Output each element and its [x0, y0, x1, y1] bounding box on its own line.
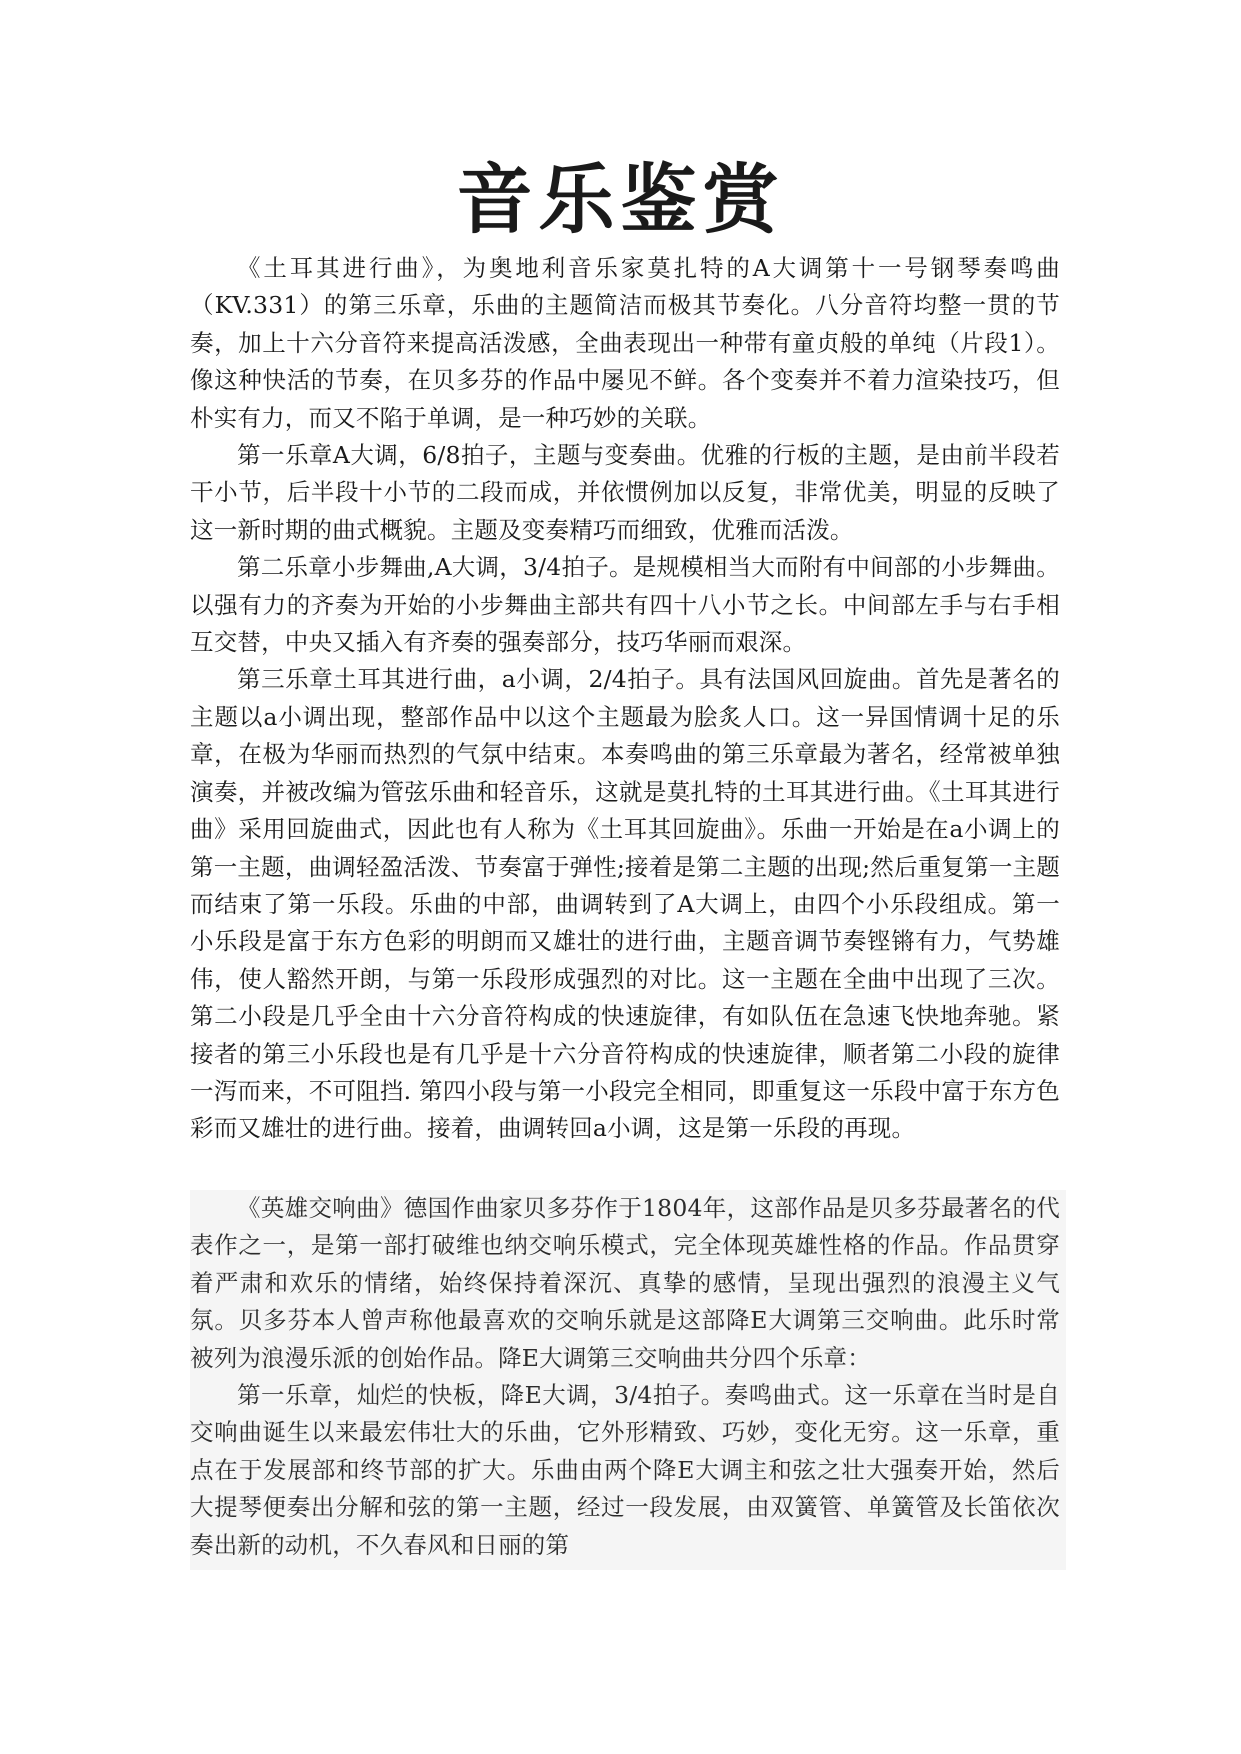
page-title: 音乐鉴赏 [456, 155, 785, 244]
eroica-section [190, 1190, 1066, 1570]
paragraph-eroica-movement-1: 第一乐章，灿烂的快板，降E大调，3/4拍子。奏鸣曲式。这一乐章在当时是自交响曲诞生以来最宏伟壮大的乐曲，它外形精致、巧妙，变化无穷。这一乐章，重点在于发展部和终节部的扩大。乐曲由两个降E大调主和弦之壮大强奏开始，然后大提琴便奏出分解和弦的第一主题，经过一段发展，由双簧管、单簧管及长笛依次奏出新的动机，不久春风和日丽的第 [190, 1381, 1060, 1559]
paragraph-eroica-intro: 《英雄交响曲》德国作曲家贝多芬作于1804年，这部作品是贝多芬最著名的代表作之一，是第一部打破维也纳交响乐模式，完全体现英雄性格的作品。作品贯穿着严肃和欢乐的情绪，始终保持着深沉、真挚的感情，呈现出强烈的浪漫主义气氛。贝多芬本人曾声称他最喜欢的交响乐就是这部降E大调第三交响曲。此乐时常被列为浪漫乐派的创始作品。降E大调第三交响曲共分四个乐章： [190, 1194, 1060, 1372]
turkish-march-section [190, 250, 1060, 1148]
paragraph-intro: 《土耳其进行曲》，为奥地利音乐家莫扎特的A大调第十一号钢琴奏鸣曲（KV.331）的第三乐章，乐曲的主题简洁而极其节奏化。八分音符均整一贯的节奏，加上十六分音符来提高活泼感，全曲表现出一种带有童贞般的单纯（片段1）。像这种快活的节奏，在贝多芬的作品中屡见不鲜。各个变奏并不着力渲染技巧，但朴实有力，而又不陷于单调，是一种巧妙的关联。 [190, 254, 1060, 432]
paragraph-movement-2: 第二乐章小步舞曲,A大调，3/4拍子。是规模相当大而附有中间部的小步舞曲。以强有力的齐奏为开始的小步舞曲主部共有四十八小节之长。中间部左手与右手相互交替，中央又插入有齐奏的强奏部分，技巧华丽而艰深。 [190, 553, 1060, 657]
paragraph-movement-1: 第一乐章A大调，6/8拍子，主题与变奏曲。优雅的行板的主题，是由前半段若干小节，后半段十小节的二段而成，并依惯例加以反复，非常优美，明显的反映了这一新时期的曲式概貌。主题及变奏精巧而细致，优雅而活泼。 [190, 441, 1060, 544]
paragraph-movement-3: 第三乐章土耳其进行曲，a小调，2/4拍子。具有法国风回旋曲。首先是著名的主题以a小调出现，整部作品中以这个主题最为脍炙人口。这一异国情调十足的乐章，在极为华丽而热烈的气氛中结束。本奏鸣曲的第三乐章最为著名，经常被单独演奏，并被改编为管弦乐曲和轻音乐，这就是莫扎特的土耳其进行曲。《土耳其进行曲》采用回旋曲式，因此也有人称为《土耳其回旋曲》。乐曲一开始是在a小调上的第一主题，曲调轻盈活泼、节奏富于弹性;接着是第二主题的出现;然后重复第一主题而结束了第一乐段。乐曲的中部，曲调转到了A大调上，由四个小乐段组成。第一小乐段是富于东方色彩的明朗而又雄壮的进行曲，主题音调节奏铿锵有力，气势雄伟，使人豁然开朗，与第一乐段形成强烈的对比。这一主题在全曲中出现了三次。 第二小段是几乎全由十六分音符构成的快速旋律，有如队伍在急速飞快地奔驰。紧接者的第三小乐段也是有几乎是十六分音符构成的快速旋律，顺者第二小段的旋律一泻而来，不可阻挡. 第四小段与第一小段完全相同，即重复这一乐段中富于东方色彩而又雄壮的进行曲。接着，曲调转回a小调，这是第一乐段的再现。 [190, 665, 1060, 1143]
